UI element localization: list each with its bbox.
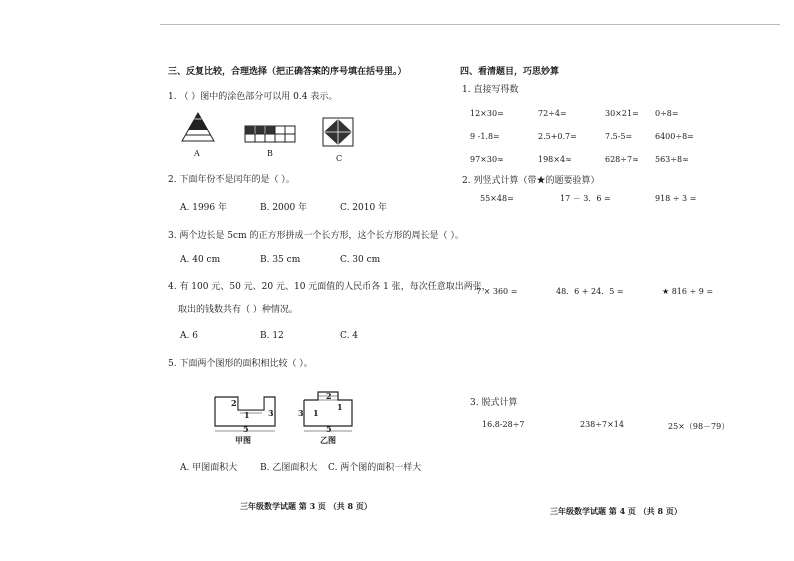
calc-r1-c4: 0÷8= xyxy=(655,109,679,118)
q2-option-c: C. 2010 年 xyxy=(340,203,388,213)
figure-c-label: C xyxy=(336,154,343,163)
fig-jia-bottom: 5 xyxy=(243,424,249,434)
q3-option-a: A. 40 cm xyxy=(180,255,221,265)
fig-jia-label: 甲图 xyxy=(235,435,251,445)
vertical-calc-6: ★ 816 ÷ 9 = xyxy=(662,287,714,296)
q2-option-a: A. 1996 年 xyxy=(180,203,227,213)
q5-option-c: C. 两个图的面积一样大 xyxy=(328,463,422,473)
vertical-calc-1: 55×48= xyxy=(480,194,514,203)
square-diamond-figure xyxy=(322,117,354,147)
fig-jia-inner-width: 1 xyxy=(244,410,250,420)
question-2-stem: 2. 下面年份不是闰年的是（ ）。 xyxy=(168,175,295,185)
fig-yi-side-right: 1 xyxy=(337,402,343,412)
vertical-calc-3: 918 ÷ 3 = xyxy=(655,194,697,203)
part-2-title: 2. 列竖式计算（带★的题要验算） xyxy=(462,176,600,186)
figure-b-label: B xyxy=(267,149,273,158)
page-4-footer: 三年级数学试题 第 4 页 （共 8 页） xyxy=(550,506,682,516)
q3-option-c: C. 30 cm xyxy=(340,255,381,265)
q4-option-b: B. 12 xyxy=(260,331,284,341)
question-1-stem: 1. （ ）图中的涂色部分可以用 0.4 表示。 xyxy=(168,92,338,102)
q5-option-b: B. 乙图面积大 xyxy=(260,463,318,473)
section-3-title: 三、反复比较，合理选择（把正确答案的序号填在括号里。） xyxy=(168,67,407,77)
calc-r1-c3: 30×21= xyxy=(605,109,639,118)
fig-yi-label: 乙图 xyxy=(320,435,336,445)
scan-edge-top xyxy=(160,24,780,25)
calc-r3-c1: 97×30≈ xyxy=(470,155,504,164)
figure-a-label: A xyxy=(194,149,200,158)
grid-bar-figure xyxy=(244,125,296,143)
q2-option-b: B. 2000 年 xyxy=(260,203,308,213)
calc-r2-c2: 2.5+0.7= xyxy=(538,132,577,141)
q4-option-a: A. 6 xyxy=(180,331,198,341)
q5-option-a: A. 甲图面积大 xyxy=(180,463,238,473)
calc-r3-c4: 563÷8≈ xyxy=(655,155,689,164)
question-4-stem-line1: 4. 有 100 元、50 元、20 元、10 元面值的人民币各 1 张，每次任意取出两张， xyxy=(168,282,491,292)
q4-option-c: C. 4 xyxy=(340,331,359,341)
calc-r3-c3: 628÷7≈ xyxy=(605,155,639,164)
fig-yi-bottom: 5 xyxy=(326,424,332,434)
stepwise-calc-2: 238÷7×14 xyxy=(580,420,624,429)
calc-r2-c3: 7.5-5= xyxy=(605,132,633,141)
q3-option-b: B. 35 cm xyxy=(260,255,301,265)
stepwise-calc-1: 16.8-28÷7 xyxy=(482,420,525,429)
question-5-stem: 5. 下面两个图形的面积相比较（ ）。 xyxy=(168,359,313,369)
calc-r3-c2: 198×4≈ xyxy=(538,155,572,164)
fig-yi-top: 2 xyxy=(326,391,332,401)
part-3-title: 3. 脱式计算 xyxy=(470,398,518,408)
question-3-stem: 3. 两个边长是 5cm 的正方形拼成一个长方形，这个长方形的周长是（ ）。 xyxy=(168,231,464,241)
fig-yi-inner-width: 1 xyxy=(313,408,319,418)
calc-r1-c1: 12×30= xyxy=(470,109,504,118)
fig-yi-side-left: 3 xyxy=(298,408,304,418)
calc-r1-c2: 72÷4= xyxy=(538,109,567,118)
section-4-title: 四、看清题目，巧思妙算 xyxy=(460,67,560,77)
vertical-calc-5: 48．6 + 24．5 = xyxy=(556,287,624,296)
calc-r2-c4: 6400÷8= xyxy=(655,132,694,141)
question-4-stem-line2: 取出的钱数共有（ ）种情况。 xyxy=(178,305,298,315)
vertical-calc-4: 7 × 360 = xyxy=(476,287,518,296)
fig-jia-height: 3 xyxy=(268,408,274,418)
vertical-calc-2: 17 － 3．6 = xyxy=(560,194,611,203)
part-1-title: 1. 直接写得数 xyxy=(462,85,519,95)
page-3-footer: 三年级数学试题 第 3 页 （共 8 页） xyxy=(240,501,372,511)
fig-jia-top-gap: 2 xyxy=(231,398,237,408)
stepwise-calc-3: 25×（98－79） xyxy=(668,422,730,431)
triangle-figure xyxy=(180,112,216,142)
calc-r2-c1: 9 -1.8= xyxy=(470,132,500,141)
